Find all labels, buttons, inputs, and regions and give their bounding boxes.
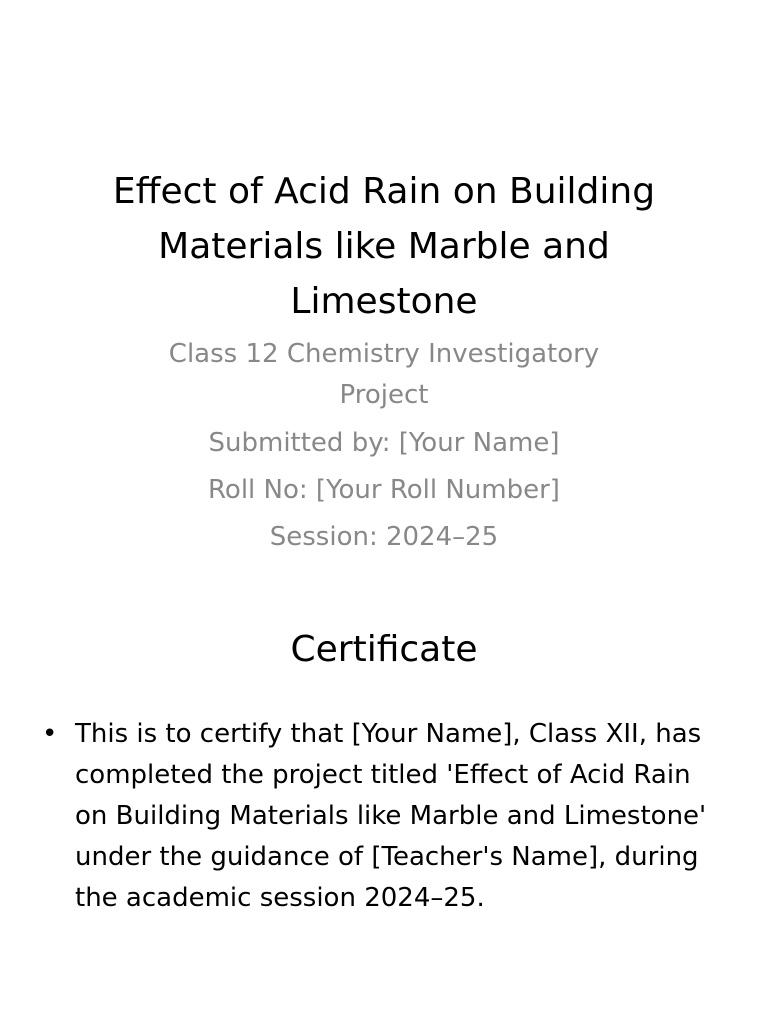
subtitle-session: Session: 2024–25: [269, 522, 499, 552]
certificate-heading: Certificate: [290, 629, 478, 670]
subtitle-class-line: Class 12 Chemistry Investigatory Project: [168, 339, 600, 410]
subtitle-roll-no: Roll No: [Your Roll Number]: [208, 475, 560, 505]
list-item: [40, 714, 730, 919]
subtitle-submitted-by: Submitted by: [Your Name]: [208, 428, 560, 458]
certificate-bullet-list: [40, 714, 730, 919]
project-title: Effect of Acid Rain on Building Materials like Marble and Limestone: [112, 171, 656, 322]
certificate-text: This is to certify that [Your Name], Class XII, has completed the project titled 'Effect of Acid Rain on Building Materials like Marble and Limestone' under the guidance of [Teacher's Name], during the academic session 2024–25.: [75, 719, 707, 913]
bullet-icon: •: [42, 719, 58, 749]
certificate-slide: [0, 512, 768, 1024]
